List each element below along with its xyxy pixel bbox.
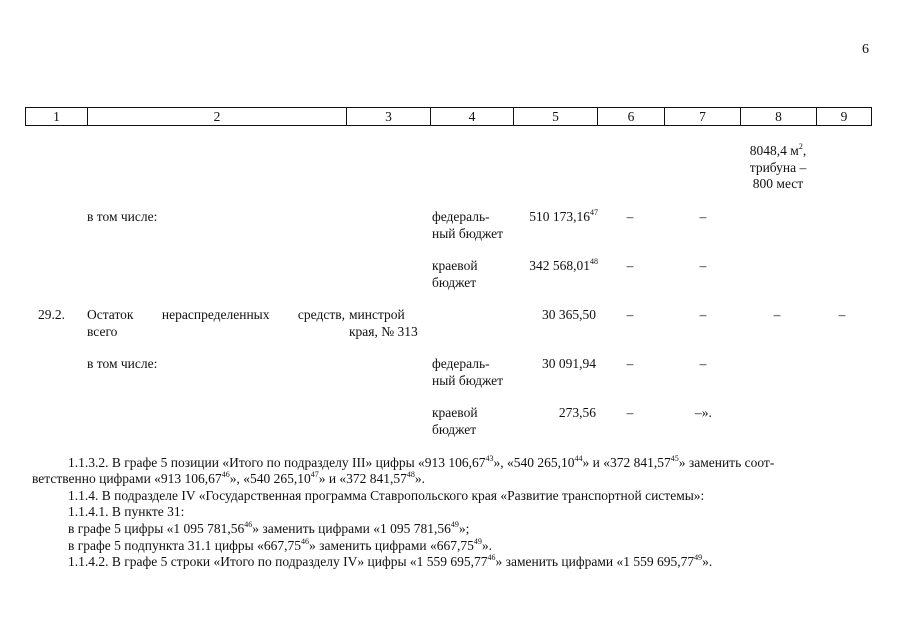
column-number-7: 7 xyxy=(665,108,741,126)
paragraph-1-1-4: 1.1.4. В подразделе IV «Государственная программа Ставропольского края «Развитие транспортной системы»: xyxy=(68,488,705,503)
item-col8-29-2: – xyxy=(773,307,781,322)
column-number-9: 9 xyxy=(817,108,872,126)
fed-budget-label-2: федераль- ный бюджет xyxy=(432,356,504,388)
page-number: 6 xyxy=(862,42,869,57)
fed-budget-label-1: федераль- ный бюджет xyxy=(432,209,504,241)
col8-continuation: 8048,4 $м^2$, трибуна – 800 мест xyxy=(749,141,807,191)
incl-label-2: в том числе: xyxy=(87,356,158,371)
table-header xyxy=(25,107,872,126)
fed-amount-2: 30 091,94 xyxy=(542,356,596,371)
item-amount-29-2: 30 365,50 xyxy=(542,307,596,322)
reg-col6-2: – xyxy=(626,405,634,420)
column-number-4: 4 xyxy=(431,108,514,126)
paragraph-item-31-1: в графе 5 подпункта 31.1 цифры «667,75$^{46}$» заменить цифрами «667,75$^{49}$». xyxy=(68,536,492,553)
incl-label-1: в том числе: xyxy=(87,209,158,224)
fed-col7-2: – xyxy=(699,356,707,371)
item-executor-29-2: минстрой края, № 313 xyxy=(349,307,418,339)
column-number-2: 2 xyxy=(88,108,347,126)
reg-col6-1: – xyxy=(626,258,634,273)
item-col6-29-2: – xyxy=(626,307,634,322)
item-col9-29-2: – xyxy=(838,307,846,322)
column-number-6: 6 xyxy=(598,108,665,126)
reg-amount-1: 342 568,01$^{48}$ xyxy=(529,256,598,273)
paragraph-1-1-3-2-cont: ветственно цифрами «913 106,67$^{46}$», «540 265,10$^{47}$» и «372 841,57$^{48}$». xyxy=(32,469,426,486)
item-col7-29-2: – xyxy=(699,307,707,322)
column-number-1: 1 xyxy=(26,108,88,126)
reg-budget-label-2: краевой бюджет xyxy=(432,405,478,437)
column-number-8: 8 xyxy=(741,108,817,126)
item-number-29-2: 29.2. xyxy=(38,307,65,322)
column-number-3: 3 xyxy=(347,108,431,126)
fed-col6-2: – xyxy=(626,356,634,371)
paragraph-1-1-4-2: 1.1.4.2. В графе 5 строки «Итого по подразделу IV» цифры «1 559 695,77$^{46}$» заменить цифрами «1 559 695,77$^{49}$». xyxy=(68,552,713,569)
reg-col7-2: –». xyxy=(695,405,712,420)
item-description-29-2: Остаток нераспределенных средств, всего xyxy=(87,307,345,339)
reg-budget-label-1: краевой бюджет xyxy=(432,258,478,290)
paragraph-1-1-4-1: 1.1.4.1. В пункте 31: xyxy=(68,504,185,519)
fed-col7-1: – xyxy=(699,209,707,224)
paragraph-1-1-3-2: 1.1.3.2. В графе 5 позиции «Итого по подразделу III» цифры «913 106,67$^{43}$», «540 265,10$^{44}$» и «372 841,57$^{45}$» заменить соот- xyxy=(68,453,775,470)
reg-amount-2: 273,56 xyxy=(558,405,596,420)
fed-col6-1: – xyxy=(626,209,634,224)
paragraph-item-31: в графе 5 цифры «1 095 781,56$^{46}$» заменить цифрами «1 095 781,56$^{49}$»; xyxy=(68,519,470,536)
reg-col7-1: – xyxy=(699,258,707,273)
fed-amount-1: 510 173,16$^{47}$ xyxy=(529,207,598,224)
column-number-5: 5 xyxy=(514,108,598,126)
